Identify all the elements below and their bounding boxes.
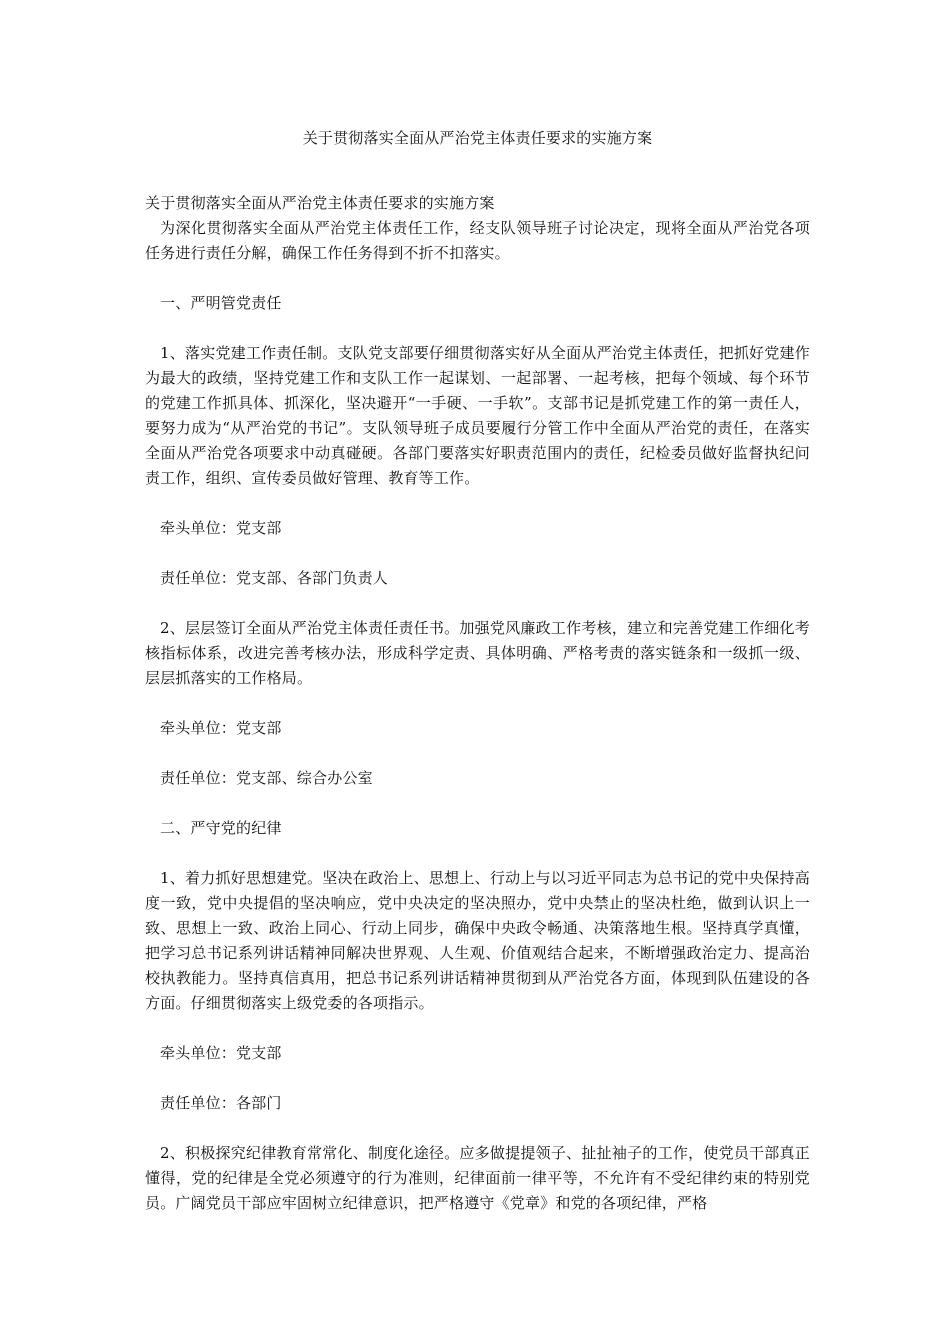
section-heading-1: 一、严明管党责任 — [160, 294, 282, 312]
lead-unit-2-1: 牵头单位：党支部 — [160, 1044, 282, 1062]
paragraph-2-2: 2、积极探究纪律教育常常化、制度化途径。应多做提提领子、扯扯袖子的工作，使党员干部真正懂得，党的纪律是全党必须遵守的行为准则，纪律面前一律平等，不允许有不受纪律约束的特别党员。广阔党员干部应牢固树立纪律意识，把严格遵守《党章》和党的各项纪律，严格 — [145, 1144, 810, 1212]
lead-unit-1-2: 牵头单位：党支部 — [160, 719, 282, 737]
responsible-unit-1-1: 责任单位：党支部、各部门负责人 — [160, 569, 389, 587]
responsible-unit-1-2: 责任单位：党支部、综合办公室 — [160, 769, 373, 787]
document-title: 关于贯彻落实全面从严治党主体责任要求的实施方案 — [302, 129, 653, 147]
paragraph-2-1: 1、着力抓好思想建党。坚决在政治上、思想上、行动上与以习近平同志为总书记的党中央保持高度一致，党中央提倡的坚决响应，党中央决定的坚决照办，党中央禁止的坚决杜绝，做到认识上一致、思想上一致、政治上同心、行动上同步，确保中央政令畅通、决策落地生根。坚持真学真懂，把学习总书记系列讲话精神同解决世界观、人生观、价值观结合起来，不断增强政治定力、提高治校执教能力。坚持真信真用，把总书记系列讲话精神贯彻到从严治党各方面，体现到队伍建设的各方面。仔细贯彻落实上级党委的各项指示。 — [145, 869, 810, 1012]
paragraph-1-2: 2、层层签订全面从严治党主体责任责任书。加强党风廉政工作考核，建立和完善党建工作细化考核指标体系，改进完善考核办法，形成科学定责、具体明确、严格考责的落实链条和一级抓一级、层层抓落实的工作格局。 — [145, 619, 810, 687]
paragraph-1-1: 1、落实党建工作责任制。支队党支部要仔细贯彻落实好从全面从严治党主体责任，把抓好党建作为最大的政绩，坚持党建工作和支队工作一起谋划、一起部署、一起考核，把每个领域、每个环节的党建工作抓具体、抓深化，坚决避开“一手硬、一手软”。支部书记是抓党建工作的第一责任人，要努力成为“从严治党的书记”。支队领导班子成员要履行分管工作中全面从严治党的责任，在落实全面从严治党各项要求中动真碰硬。各部门要落实好职责范围内的责任，纪检委员做好监督执纪问责工作，组织、宣传委员做好管理、教育等工作。 — [145, 344, 810, 487]
lead-unit-1-1: 牵头单位：党支部 — [160, 519, 282, 537]
responsible-unit-2-1: 责任单位：各部门 — [160, 1094, 282, 1112]
document-subtitle: 关于贯彻落实全面从严治党主体责任要求的实施方案 — [145, 194, 495, 212]
section-heading-2: 二、严守党的纪律 — [160, 819, 282, 837]
document-body — [145, 120, 810, 1216]
intro-paragraph: 为深化贯彻落实全面从严治党主体责任工作，经支队领导班子讨论决定，现将全面从严治党各项任务进行责任分解，确保工作任务得到不折不扣落实。 — [145, 219, 810, 262]
